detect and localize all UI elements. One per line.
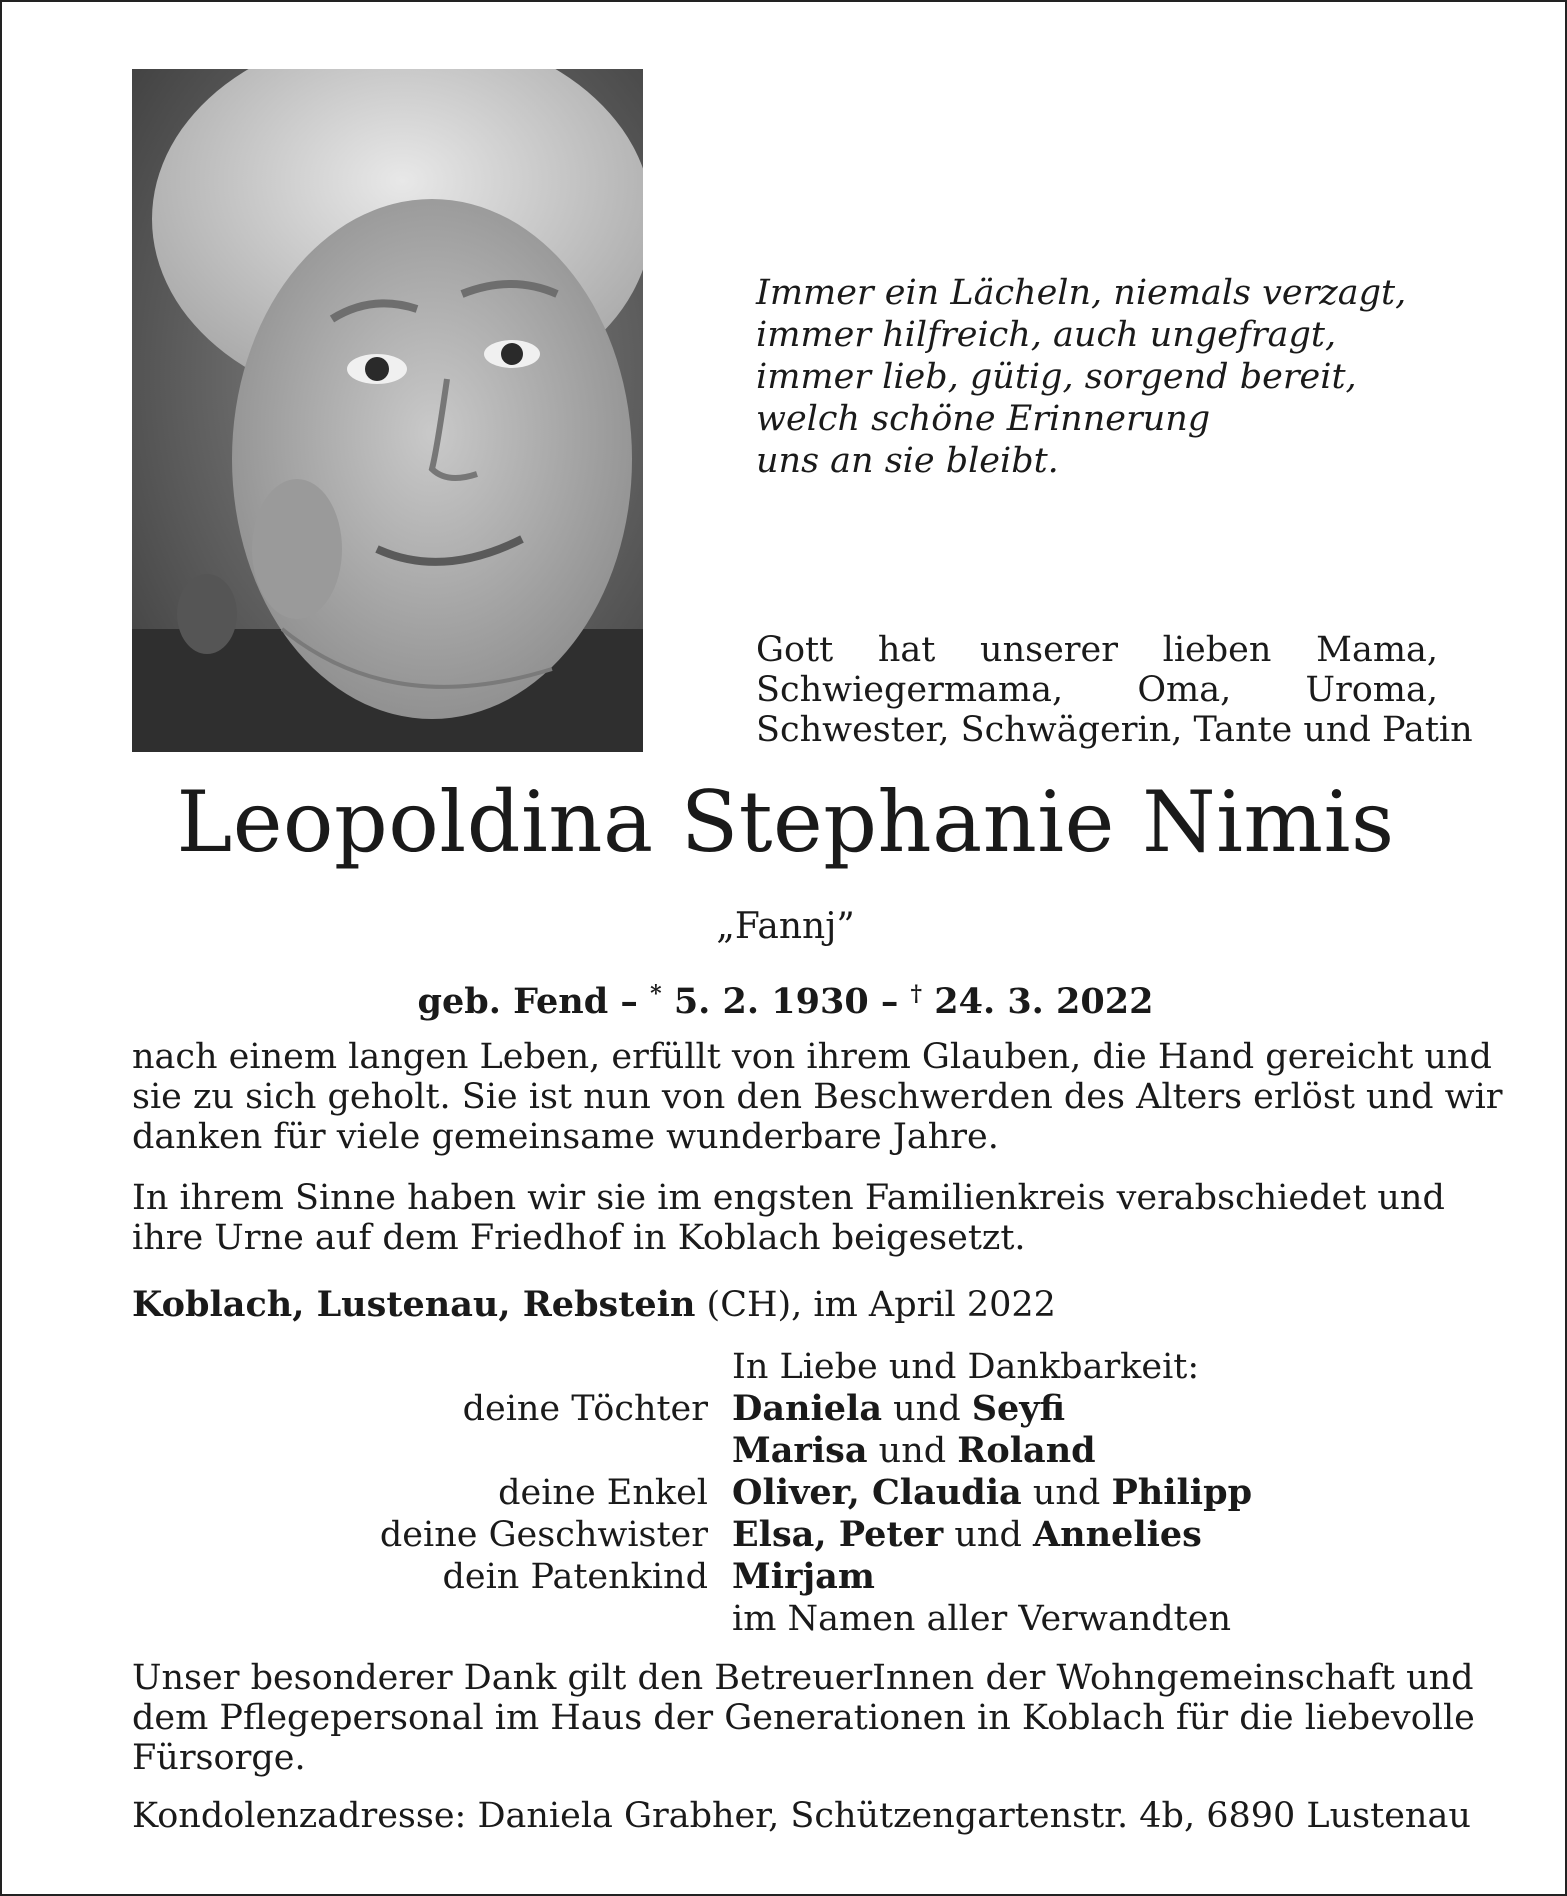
mourner-row [132,1430,1432,1472]
born-name: geb. Fend [417,981,609,1022]
birth-star-icon: * [650,981,662,1007]
deceased-nickname: „Fannj” [716,906,855,947]
mourner-name: Marisa [732,1430,868,1471]
mourner-row [132,1514,1432,1556]
mourner-relation: deine Geschwister [379,1515,708,1555]
poem-line: welch schöne Erinnerung [756,399,1211,439]
death-date: 24. 3. 2022 [934,981,1154,1022]
paragraph-burial [132,1178,1445,1258]
deceased-name: Leopoldina Stephanie Nimis [176,773,1395,871]
poem-line: immer lieb, gütig, sorgend bereit, [756,357,1357,397]
portrait-icon [132,69,643,752]
mourner-relation [132,1430,732,1472]
paragraph-life [132,1037,1503,1157]
conjunction: und [943,1515,1033,1555]
mourners-closing-row [132,1598,1432,1640]
mourners-intro: In Liebe und Dankbarkeit: [732,1347,1200,1387]
life-dates [62,972,1509,1024]
mourner-name: Mirjam [732,1556,875,1597]
mourner-relation: dein Patenkind [442,1557,708,1597]
portrait-photo [132,69,643,752]
birth-date: 5. 2. 1930 [673,981,869,1022]
intro-line: Schwiegermama, Oma, Uroma, [756,670,1438,710]
paragraph-line: nach einem langen Leben, erfüllt von ihrem Glauben, die Hand gereicht und [132,1037,1492,1077]
paragraph-line: Fürsorge. [132,1738,306,1778]
paragraph-line: dem Pflegepersonal im Haus der Generationen in Koblach für die liebevolle [132,1698,1475,1738]
paragraph-line: Unser besonderer Dank gilt den BetreuerInnen der Wohngemeinschaft und [132,1658,1474,1698]
mourner-row [132,1472,1432,1514]
mourner-relation: deine Töchter [462,1389,708,1429]
death-cross-icon: † [910,981,923,1007]
mourner-name: Philipp [1111,1472,1253,1513]
mourners-list [132,1346,1432,1640]
conjunction: und [882,1389,972,1429]
place-date [132,1284,1056,1326]
poem-line: immer hilfreich, auch ungefragt, [756,315,1337,355]
dash: – [620,981,638,1022]
mourner-row [132,1556,1432,1598]
mourner-name: Roland [957,1430,1096,1471]
paragraph-line: In ihrem Sinne haben wir sie im engsten Familienkreis verabschiedet und [132,1178,1445,1218]
poem-line: Immer ein Lächeln, niemals verzagt, [756,273,1407,313]
intro-paragraph [756,630,1473,750]
mourner-name: Annelies [1033,1514,1202,1555]
mourner-name: Elsa, Peter [732,1514,944,1555]
mourner-name: Seyfi [971,1388,1066,1429]
mourner-name: Oliver, Claudia [732,1472,1022,1513]
mourners-closing: im Namen aller Verwandten [732,1599,1231,1639]
condolence-address: Kondolenzadresse: Daniela Grabher, Schützengartenstr. 4b, 6890 Lustenau [132,1796,1471,1836]
dash: – [880,981,899,1022]
memorial-poem [756,272,1456,482]
conjunction: und [1021,1473,1112,1513]
country-date: (CH), im April 2022 [695,1285,1056,1325]
paragraph-line: ihre Urne auf dem Friedhof in Koblach beigesetzt. [132,1218,1026,1258]
mourner-relation: deine Enkel [498,1473,708,1513]
paragraph-line: sie zu sich geholt. Sie ist nun von den Beschwerden des Alters erlöst und wir [132,1077,1503,1117]
mourner-row [132,1388,1432,1430]
paragraph-thanks [132,1658,1475,1778]
intro-line: Gott hat unserer lieben Mama, [756,630,1438,670]
poem-line: uns an sie bleibt. [756,441,1059,481]
paragraph-line: danken für viele gemeinsame wunderbare Jahre. [132,1117,999,1157]
intro-line: Schwester, Schwägerin, Tante und Patin [756,710,1473,750]
mourner-name: Daniela [732,1388,883,1429]
conjunction: und [867,1431,958,1471]
places: Koblach, Lustenau, Rebstein [132,1284,696,1325]
mourners-intro-row [132,1346,1432,1388]
